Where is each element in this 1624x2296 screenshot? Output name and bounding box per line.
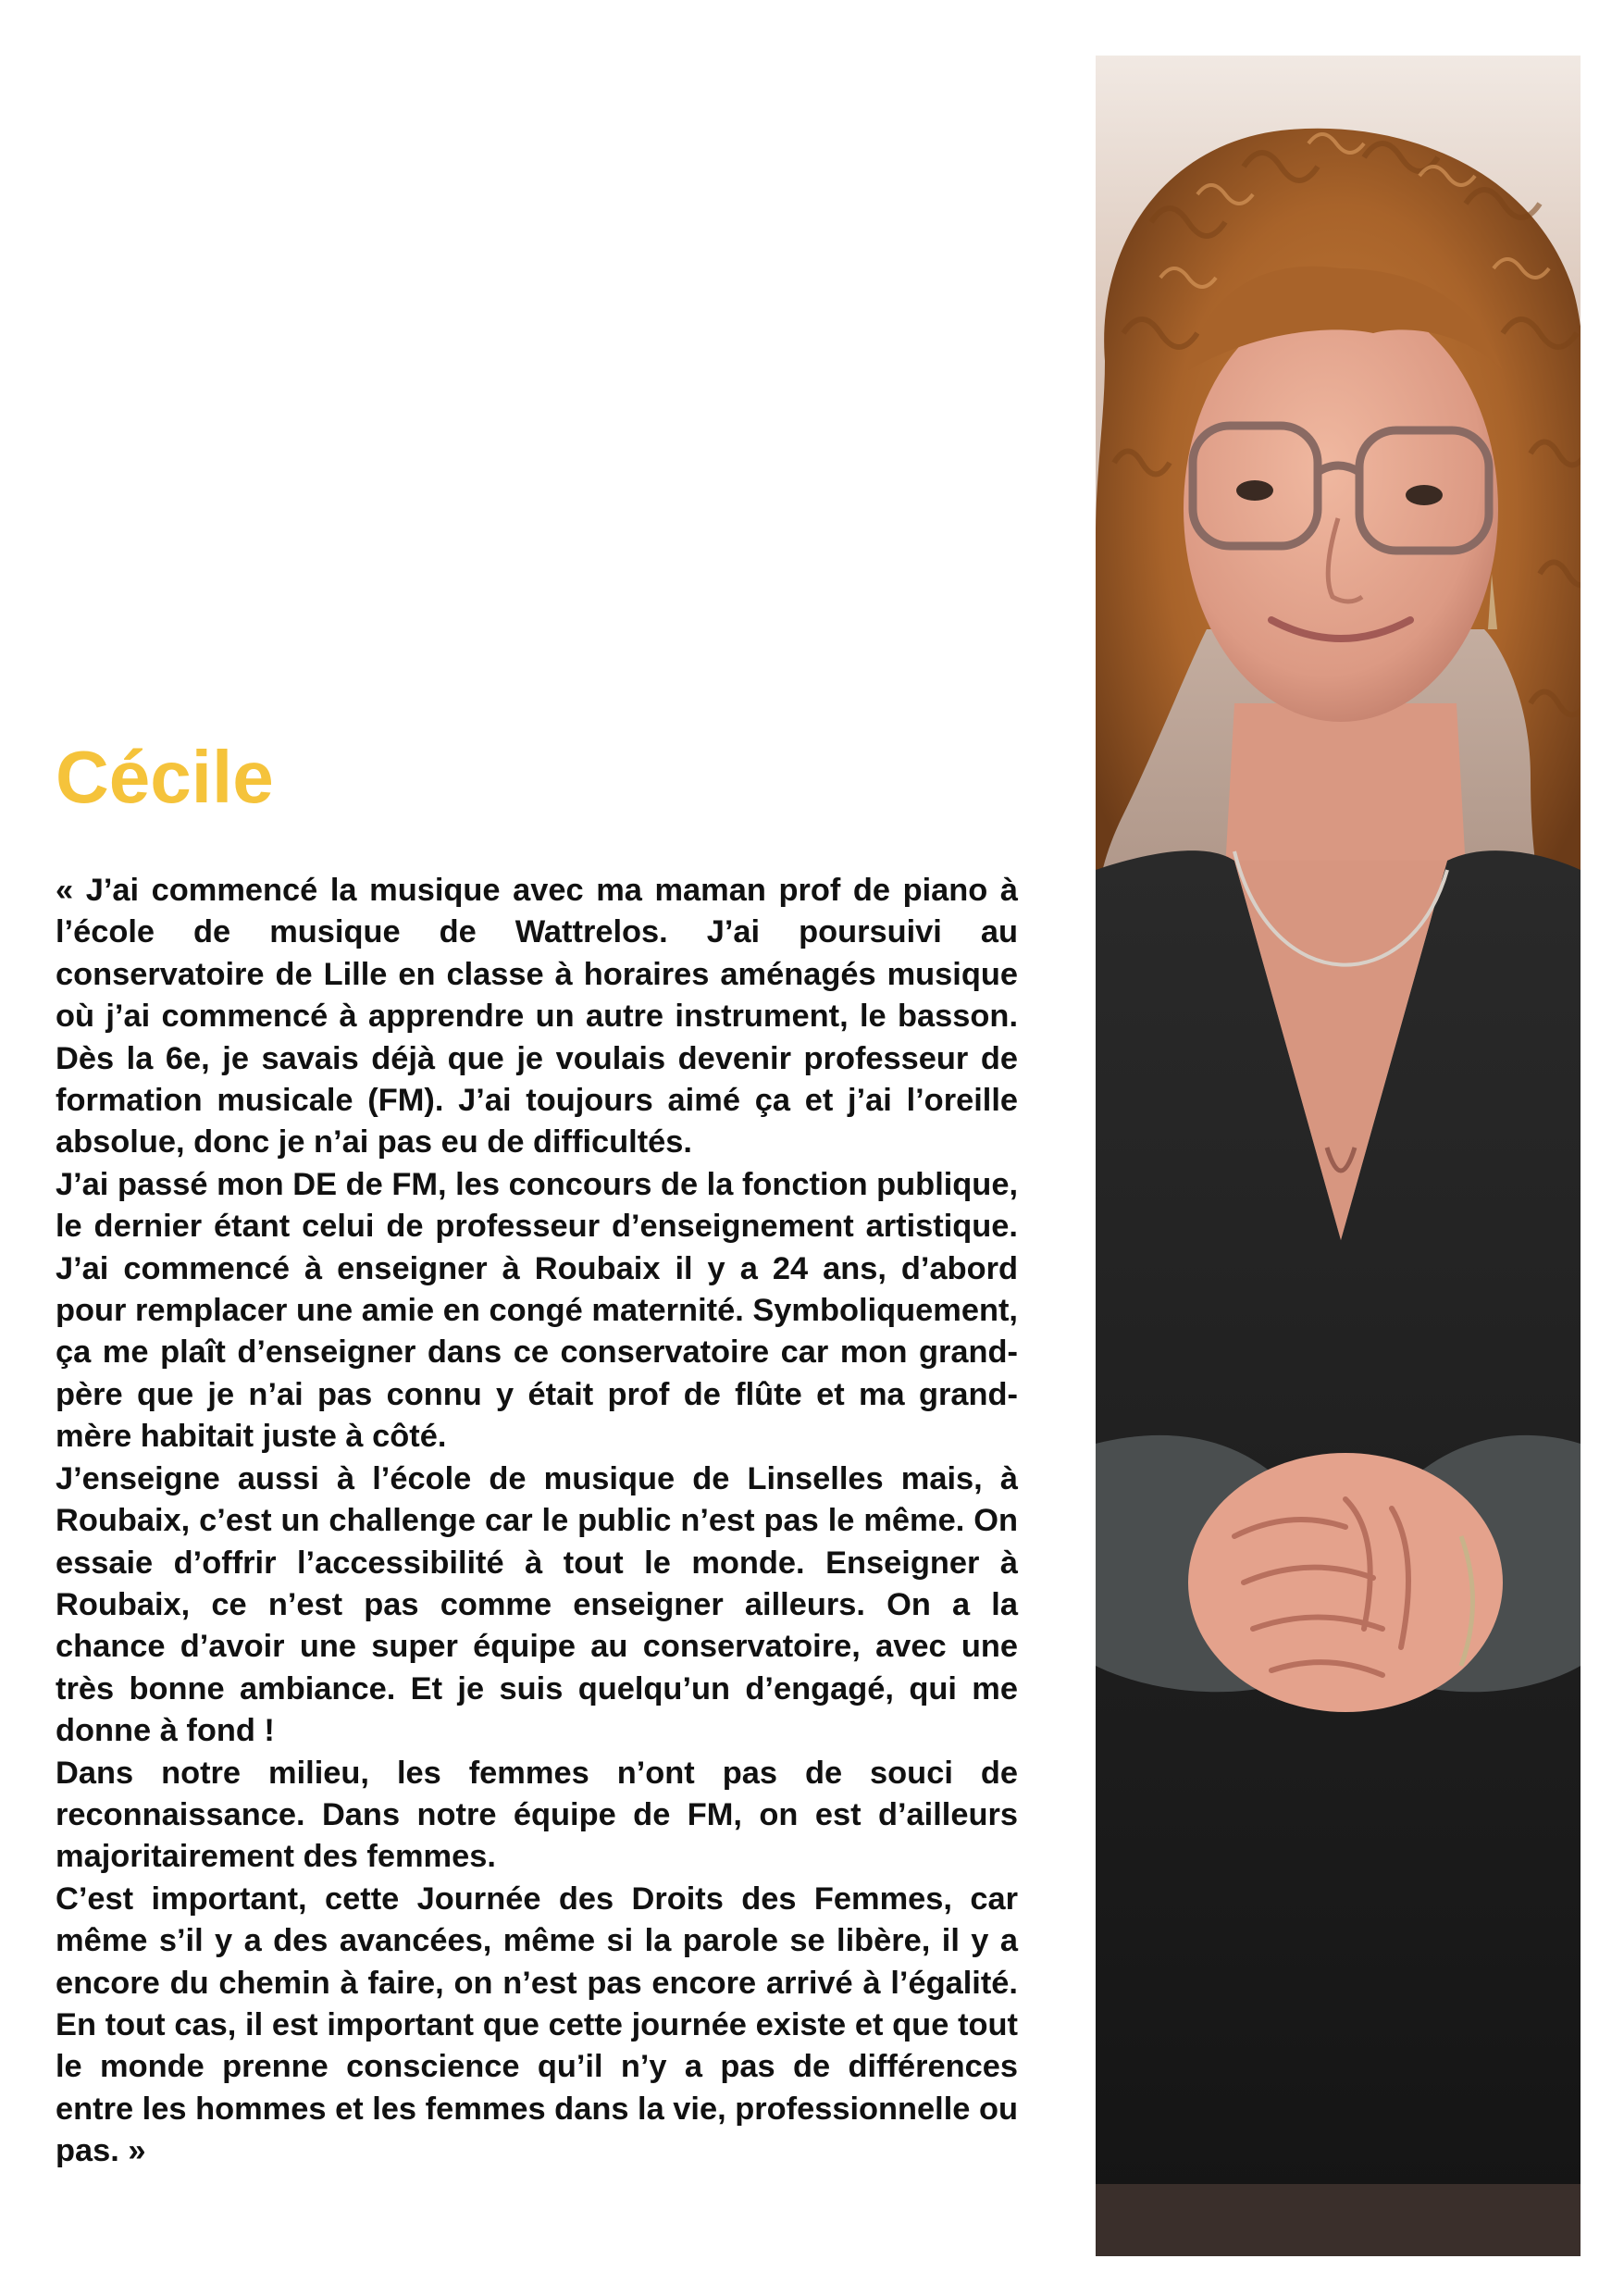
portrait-photo [1096,56,1581,2256]
paragraph: J’enseigne aussi à l’école de musique de Linselles mais, à Roubaix, c’est un challenge car le public n’est pas le même. On essaie d’offrir l’accessibilité à tout le monde. Enseigner à Roubaix, ce n’est pas comme enseigner ailleurs. On a la chance d’avoir une super équipe au conservatoire, avec une très bonne ambiance. Et je suis quelqu’un d’engagé, qui me donne à fond ! [56,1460,1018,1749]
paragraph: C’est important, cette Journée des Droits des Femmes, car même s’il y a des avancées, même si la parole se libère, il y a encore du chemin à faire, on n’est pas encore arrivé à l’égalité. En tout cas, il est important que cette journée existe et que tout le monde prenne conscience qu’il n’y a pas de différences entre les hommes et les femmes dans la vie, professionnelle ou pas. » [56,1880,1018,2169]
testimony-text [56,870,1018,2173]
page-title: Cécile [56,736,274,818]
paragraph: « J’ai commencé la musique avec ma maman prof de piano à l’école de musique de Wattrelos. J’ai poursuivi au conservatoire de Lille en classe à horaires aménagés musique où j’ai commencé à apprendre un autre instrument, le basson. Dès la 6e, je savais déjà que je voulais devenir professeur de formation musicale (FM). J’ai toujours aimé ça et j’ai l’oreille absolue, donc je n’ai pas eu de difficultés. [56,873,1018,1160]
paragraph: Dans notre milieu, les femmes n’ont pas de souci de reconnaissance. Dans notre équipe de FM, on est d’ailleurs majoritairement des femmes. [56,1755,1018,1875]
portrait-illustration [1096,56,1581,2256]
paragraph: J’ai passé mon DE de FM, les concours de la fonction publique, le dernier étant celui de professeur d’enseignement artistique. J’ai commencé à enseigner à Roubaix il y a 24 ans, d’abord pour remplacer une amie en congé maternité. Symboliquement, ça me plaît d’enseigner dans ce conservatoire car mon grand-père que je n’ai pas connu y était prof de flûte et ma grand-mère habitait juste à côté. [56,1166,1018,1455]
